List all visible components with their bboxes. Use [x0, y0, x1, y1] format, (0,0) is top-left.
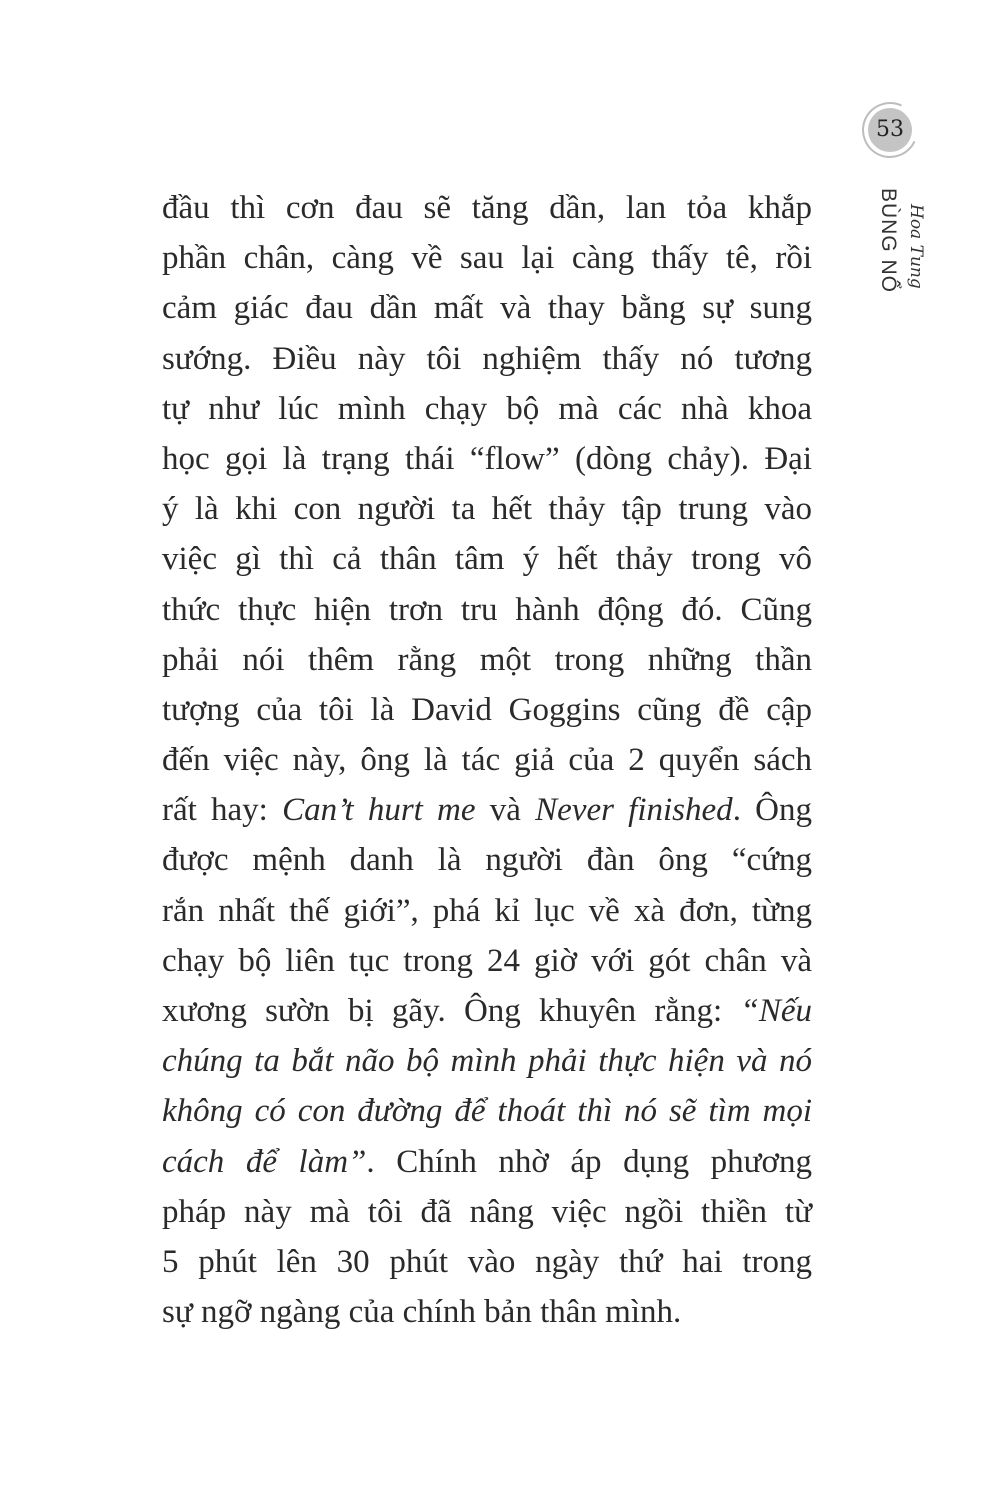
italic-text-run: chúng ta bắt não bộ mình phải thực hiện và nó [162, 1043, 812, 1080]
text-run: rất hay: [162, 792, 283, 829]
text-line [162, 1287, 812, 1337]
text-run: . Ông [732, 792, 812, 829]
text-run: phần chân, càng về sau lại càng thấy tê, rồi [162, 240, 812, 277]
text-run: ý là khi con người ta hết thảy tập trung vào [162, 491, 812, 528]
text-line [162, 334, 812, 384]
text-line [162, 1137, 812, 1187]
text-line [162, 886, 812, 936]
text-run: phải nói thêm rằng một trong những thần [162, 641, 812, 678]
text-run: đầu thì cơn đau sẽ tăng dần, lan tỏa khắp [162, 190, 812, 226]
text-line [162, 233, 812, 283]
text-line [162, 785, 812, 835]
running-header-author: Hoa Tung [906, 204, 926, 289]
text-run: sướng. Điều này tôi nghiệm thấy nó tương [162, 340, 812, 377]
text-run: cảm giác đau dần mất và thay bằng sự sung [162, 290, 812, 327]
text-run: chạy bộ liên tục trong 24 giờ với gót chân và [162, 942, 812, 979]
italic-text-run: Can’t hurt me [282, 792, 476, 829]
text-line [162, 936, 812, 986]
text-run: được mệnh danh là người đàn ông “cứng [162, 842, 812, 879]
text-line [162, 534, 812, 584]
text-line [162, 735, 812, 785]
page-number-badge [862, 102, 918, 158]
text-line [162, 635, 812, 685]
text-line [162, 1187, 812, 1237]
text-line [162, 585, 812, 635]
text-line [162, 1036, 812, 1086]
text-line [162, 283, 812, 333]
text-run: thức thực hiện trơn tru hành động đó. Cũng [162, 591, 812, 628]
text-line [162, 434, 812, 484]
text-line [162, 183, 812, 233]
italic-text-run: cách để làm” [162, 1143, 367, 1180]
text-line [162, 685, 812, 735]
text-line [162, 384, 812, 434]
text-run: việc gì thì cả thân tâm ý hết thảy trong vô [162, 541, 812, 578]
body-paragraph [162, 183, 812, 1337]
page-number: 53 [876, 117, 904, 142]
text-run: học gọi là trạng thái “flow” (dòng chảy). Đại [162, 440, 812, 477]
italic-text-run: không có con đường để thoát thì nó sẽ tìm mọi [162, 1093, 812, 1130]
running-header-title: BÙNG NỔ [877, 188, 900, 294]
text-line [162, 835, 812, 885]
text-run: 5 phút lên 30 phút vào ngày thứ hai trong [162, 1243, 812, 1280]
text-line [162, 986, 812, 1036]
text-run: pháp này mà tôi đã nâng việc ngồi thiền từ [162, 1193, 812, 1230]
text-run: xương sườn bị gãy. Ông khuyên rằng: [162, 993, 741, 1029]
text-run: đến việc này, ông là tác giả của 2 quyển sách [162, 742, 812, 779]
text-line [162, 1237, 812, 1287]
text-run: rắn nhất thế giới”, phá kỉ lục về xà đơn, từng [162, 892, 812, 929]
text-run: sự ngỡ ngàng của chính bản thân mình. [162, 1294, 682, 1331]
italic-text-run: Never finished [535, 792, 733, 829]
text-line [162, 1086, 812, 1136]
text-run: tượng của tôi là David Goggins cũng đề cập [162, 691, 812, 728]
running-header [868, 188, 926, 298]
text-run: . Chính nhờ áp dụng phương [366, 1143, 812, 1180]
text-line [162, 484, 812, 534]
text-run: và [475, 792, 536, 829]
text-run: tự như lúc mình chạy bộ mà các nhà khoa [162, 390, 812, 427]
italic-text-run: “Nếu [740, 993, 812, 1029]
